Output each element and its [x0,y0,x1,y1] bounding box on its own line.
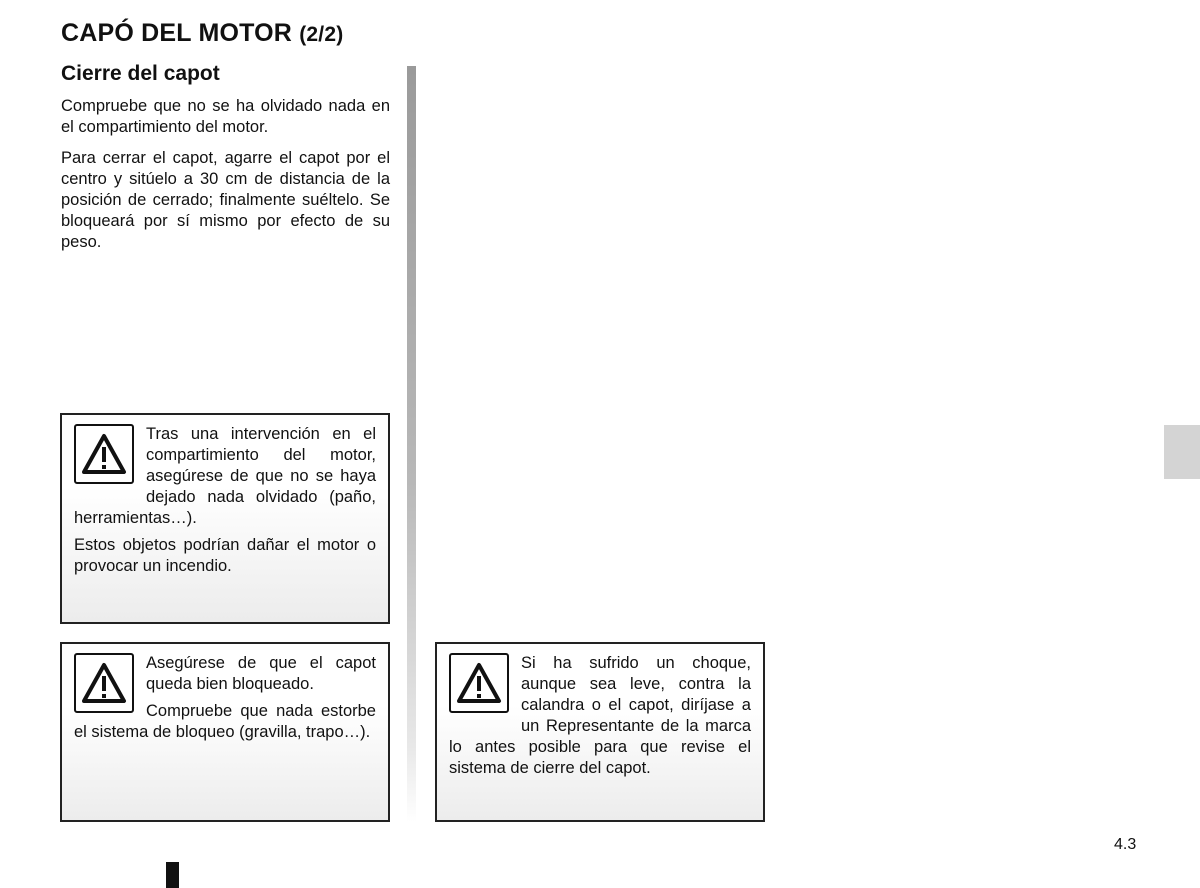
section-heading: Cierre del capot [61,62,220,85]
page-title [61,19,343,48]
page-number: 4.3 [1114,836,1137,853]
page-title-text: CAPÓ DEL MOTOR [61,19,293,47]
warning-text: Asegúrese de que el capot queda bien bloqueado. [146,654,376,693]
crop-mark [166,862,179,888]
warning-text: Tras una intervención en el compartimiento del motor, asegúrese de que no se haya dejado nada olvidado (paño, herramientas…). [74,425,376,527]
column-divider-bar [407,66,416,822]
page-title-suffix: (2/2) [299,23,344,46]
warning-triangle-icon [74,424,134,484]
warning-box-hood-lock [60,642,390,822]
body-paragraph: Compruebe que no se ha olvidado nada en el compartimiento del motor. [61,97,390,136]
warning-text: Si ha sufrido un choque, aunque sea leve, contra la calandra o el capot, diríjase a un Representante de la marca lo antes posible para que revise el sistema de cierre del capot. [449,654,751,777]
section-body [61,96,390,263]
warning-triangle-icon [449,653,509,713]
body-paragraph: Para cerrar el capot, agarre el capot por el centro y sitúelo a 30 cm de distancia de la posición de cerrado; finalmente suéltelo. Se bloqueará por sí mismo por efecto de su peso. [61,149,390,251]
warning-box-collision [435,642,765,822]
chapter-tab-marker [1164,425,1200,479]
warning-text: Estos objetos podrían dañar el motor o provocar un incendio. [74,536,376,575]
warning-text: Compruebe que nada estorbe el sistema de bloqueo (gravilla, trapo…). [74,702,376,741]
warning-box-engine-check [60,413,390,624]
warning-triangle-icon [74,653,134,713]
